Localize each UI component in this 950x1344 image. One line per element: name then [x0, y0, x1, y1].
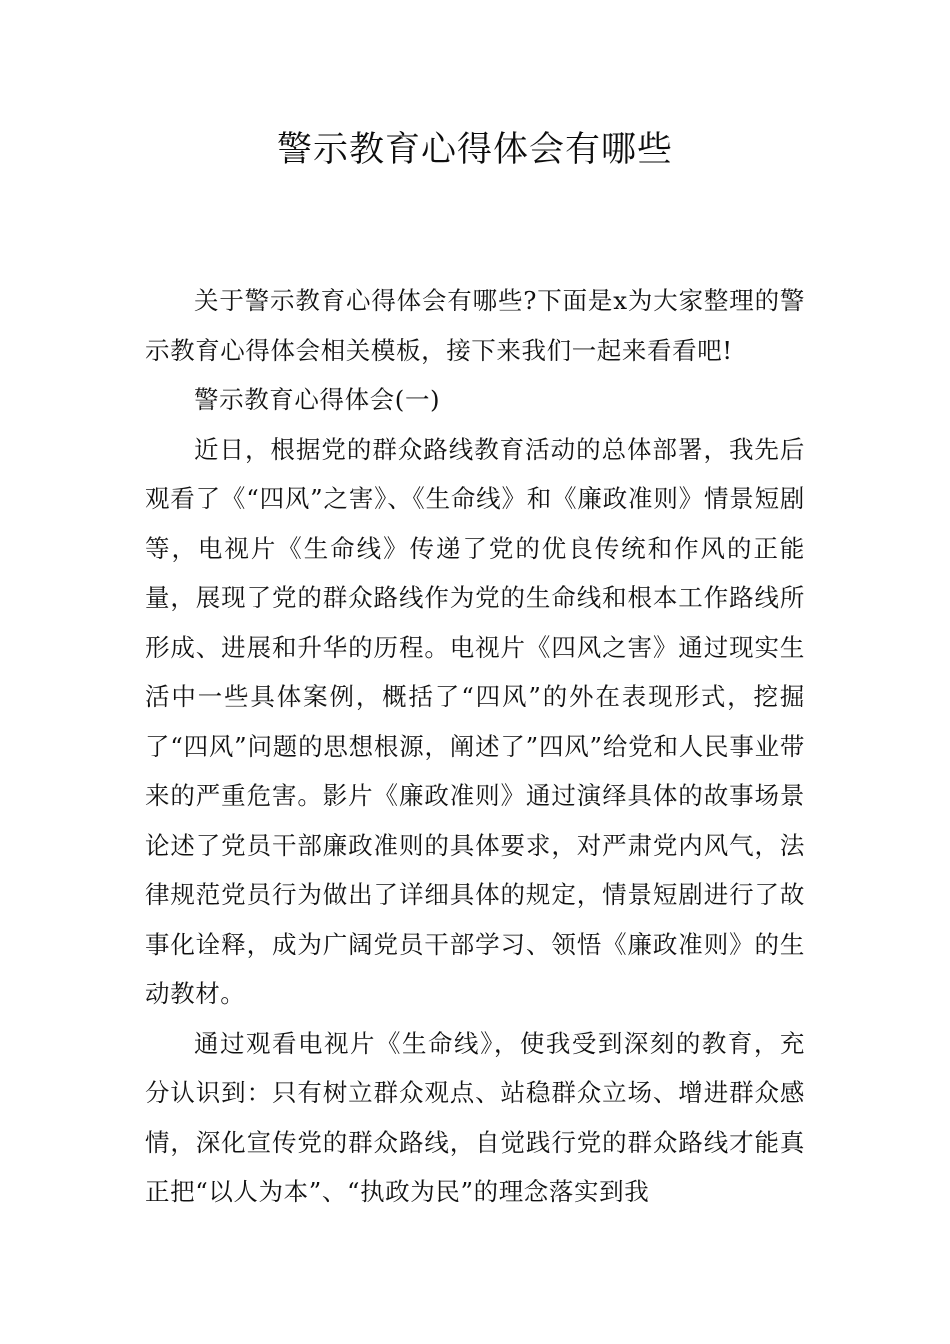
section-heading: 警示教育心得体会(一) [194, 385, 441, 414]
body-paragraph: 通过观看电视片《生命线》，使我受到深刻的教育，充分认识到：只有树立群众观点、站稳群众立场、增进群众感情，深化宣传党的群众路线，自觉践行党的群众路线才能真正把“以人为本”、“执政为民”的理念落实到我 [145, 1028, 805, 1206]
body-paragraph: 近日，根据党的群众路线教育活动的总体部署，我先后观看了《“四风”之害》、《生命线》和《廉政准则》情景短剧等，电视片《生命线》传递了党的优良传统和作风的正能量，展现了党的群众路线作为党的生命线和根本工作路线所形成、进展和升华的历程。电视片《四风之害》通过现实生活中一些具体案例，概括了“四风”的外在表现形式，挖掘了“四风”问题的思想根源，阐述了”四风”给党和人民事业带来的严重危害。影片《廉政准则》通过演绎具体的故事场景论述了党员干部廉政准则的具体要求，对严肃党内风气，法律规范党员行为做出了详细具体的规定，情景短剧进行了故事化诠释，成为广阔党员干部学习、领悟《廉政准则》的生动教材。 [145, 434, 805, 1008]
intro-paragraph: 关于警示教育心得体会有哪些?下面是x为大家整理的警示教育心得体会相关模板，接下来我们一起来看看吧! [145, 286, 805, 365]
document-body [145, 276, 805, 1217]
document-title: 警示教育心得体会有哪些 [276, 130, 673, 170]
